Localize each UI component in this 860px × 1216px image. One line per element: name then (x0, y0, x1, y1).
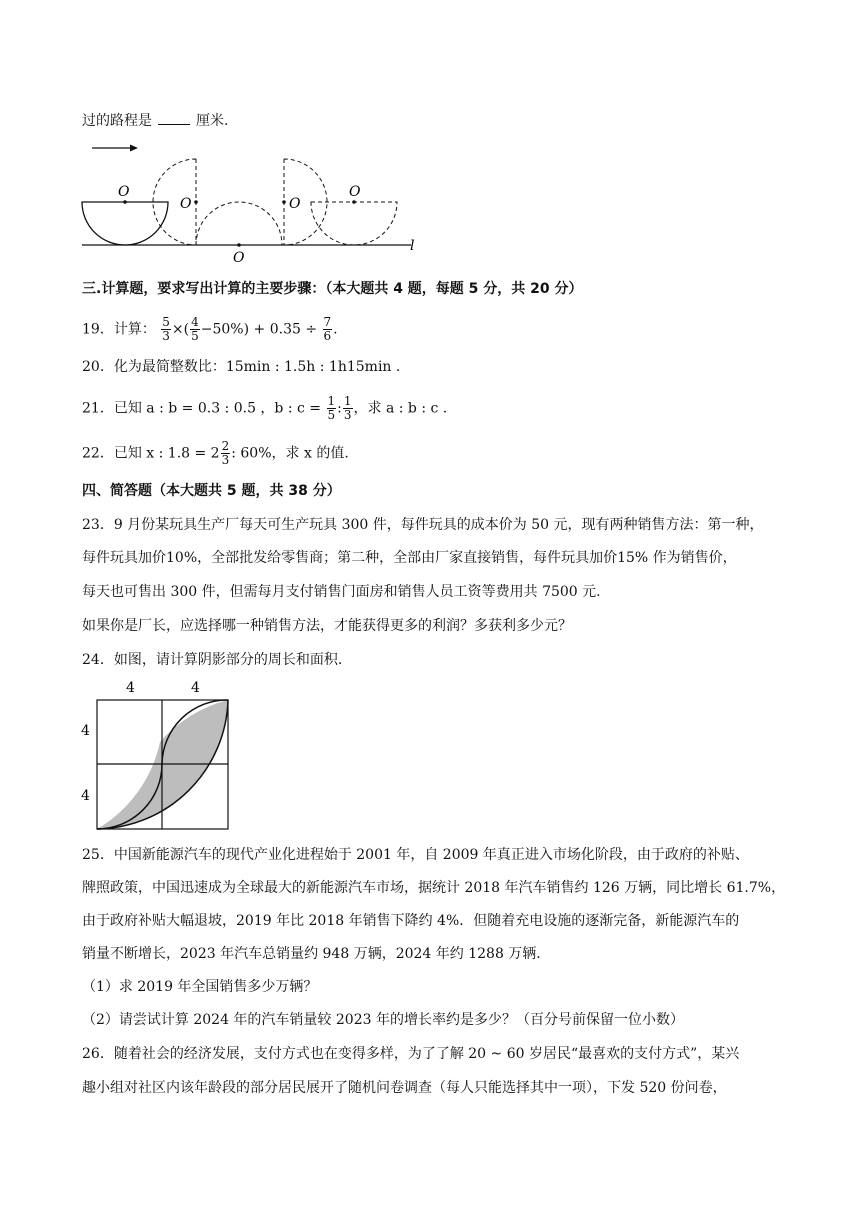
q21-number: 21． (82, 400, 114, 417)
label-o: O (289, 196, 301, 212)
section-4-heading: 四、简答题（本大题共 5 题，共 38 分） (82, 483, 341, 499)
q24-line: 24．如图，请计算阴影部分的周长和面积. (82, 652, 343, 668)
fraction: $\frac{4}{5}$ (191, 315, 199, 343)
q26-line: 26．随着社会的经济发展，支付方式也在变得多样，为了了解 20 ~ 60 岁居民“最喜欢的支付方式”，某兴 (82, 1046, 740, 1062)
fraction: $\frac{1}{3}$ (343, 394, 352, 422)
question-20 (82, 360, 400, 374)
question-21 (82, 395, 447, 422)
arrow-head (130, 145, 138, 152)
fraction: $\frac{1}{5}$ (327, 394, 336, 422)
label-l: l (410, 238, 415, 254)
q25-subquestion-1: （1）求 2019 年全国销售多少万辆？ (82, 979, 318, 995)
answer-blank (158, 112, 190, 125)
q22-lead: 已知 x : 1.8 = 2 (113, 445, 220, 462)
fraction: $\frac{2}{3}$ (221, 439, 230, 467)
q25-line: 由于政府补贴大幅退坡，2019 年比 2018 年销售下降约 4%．但随着充电设施的逐渐完备，新能源汽车的 (82, 913, 740, 929)
fraction: $\frac{5}{3}$ (162, 315, 170, 343)
question-18-tail (82, 112, 228, 128)
center-dot (282, 200, 286, 204)
q19-lead: 计算： (113, 321, 156, 338)
q21-lead: 已知 a : b = 0.3 : 0.5 ，b : c = (113, 400, 322, 417)
semicircle-pos-5 (311, 202, 397, 245)
q18-prefix: 过的路程是 (82, 113, 152, 129)
q23-line: 23．9 月份某玩具生产厂每天可生产玩具 300 件，每件玩具的成本价为 50 元，现有两种销售方法：第一种， (82, 517, 764, 533)
rolling-semicircle-figure (78, 138, 423, 266)
question-22 (82, 440, 349, 467)
q21-end: ，求 a : b : c . (353, 400, 448, 417)
label-top-left: 4 (126, 680, 135, 696)
semicircle-pos-3 (196, 202, 282, 245)
center-dot (123, 200, 127, 204)
q20-text: 化为最简整数比：15min : 1.5h : 1h15min . (113, 359, 401, 375)
q19-text: ×( (171, 321, 190, 338)
q23-line: 如果你是厂长，应选择哪一种销售方法，才能获得更多的利润？多获利多少元？ (82, 618, 572, 634)
label-top-right: 4 (191, 680, 200, 696)
q25-line: 销量不断增长，2023 年汽车总销量约 948 万辆，2024 年约 1288 万辆. (82, 946, 541, 962)
label-o: O (233, 250, 245, 266)
shaded-region-figure (76, 676, 236, 834)
q25-line: 25．中国新能源汽车的现代产业化进程始于 2001 年，自 2009 年真正进入市场化阶段，由于政府的补贴、 (82, 847, 749, 863)
center-dot (352, 200, 356, 204)
q20-number: 20． (82, 359, 114, 375)
fraction: $\frac{7}{6}$ (323, 315, 332, 343)
section-3-heading: 三.计算题，要求写出计算的主要步骤：（本大题共 4 题，每题 5 分，共 20 分） (82, 281, 583, 297)
question-19 (82, 316, 338, 343)
q19-number: 19． (82, 321, 114, 338)
q25-subquestion-2: （2）请尝试计算 2024 年的汽车销量较 2023 年的增长率约是多少？（百分号前保留一位小数） (82, 1012, 684, 1028)
center-dot (194, 200, 198, 204)
q23-line: 每天也可售出 300 件，但需每月支付销售门面房和销售人员工资等费用共 7500 元. (82, 584, 601, 600)
q19-text: −50%) + 0.35 ÷ (200, 321, 318, 338)
label-o: O (118, 184, 130, 200)
label-o: O (349, 184, 361, 200)
q22-number: 22． (82, 445, 114, 462)
q18-suffix: 厘米. (196, 113, 229, 129)
label-left-bottom: 4 (81, 788, 90, 804)
semicircle-start (82, 202, 168, 245)
q26-line: 趣小组对社区内该年龄段的部分居民展开了随机问卷调查（每人只能选择其中一项），下发 520 份问卷， (82, 1080, 727, 1096)
q22-end: : 60%，求 x 的值. (231, 445, 349, 462)
q21-sep: : (337, 400, 342, 417)
q19-end: . (333, 321, 338, 338)
q23-line: 每件玩具加价10%，全部批发给零售商；第二种，全部由厂家直接销售，每件玩具加价15% 作为销售价， (82, 550, 737, 566)
label-left-top: 4 (81, 723, 90, 739)
center-dot (237, 243, 241, 247)
q25-line: 牌照政策，中国迅速成为全球最大的新能源汽车市场，据统计 2018 年汽车销售约 126 万辆，同比增长 61.7%， (82, 880, 786, 896)
label-o: O (180, 196, 192, 212)
